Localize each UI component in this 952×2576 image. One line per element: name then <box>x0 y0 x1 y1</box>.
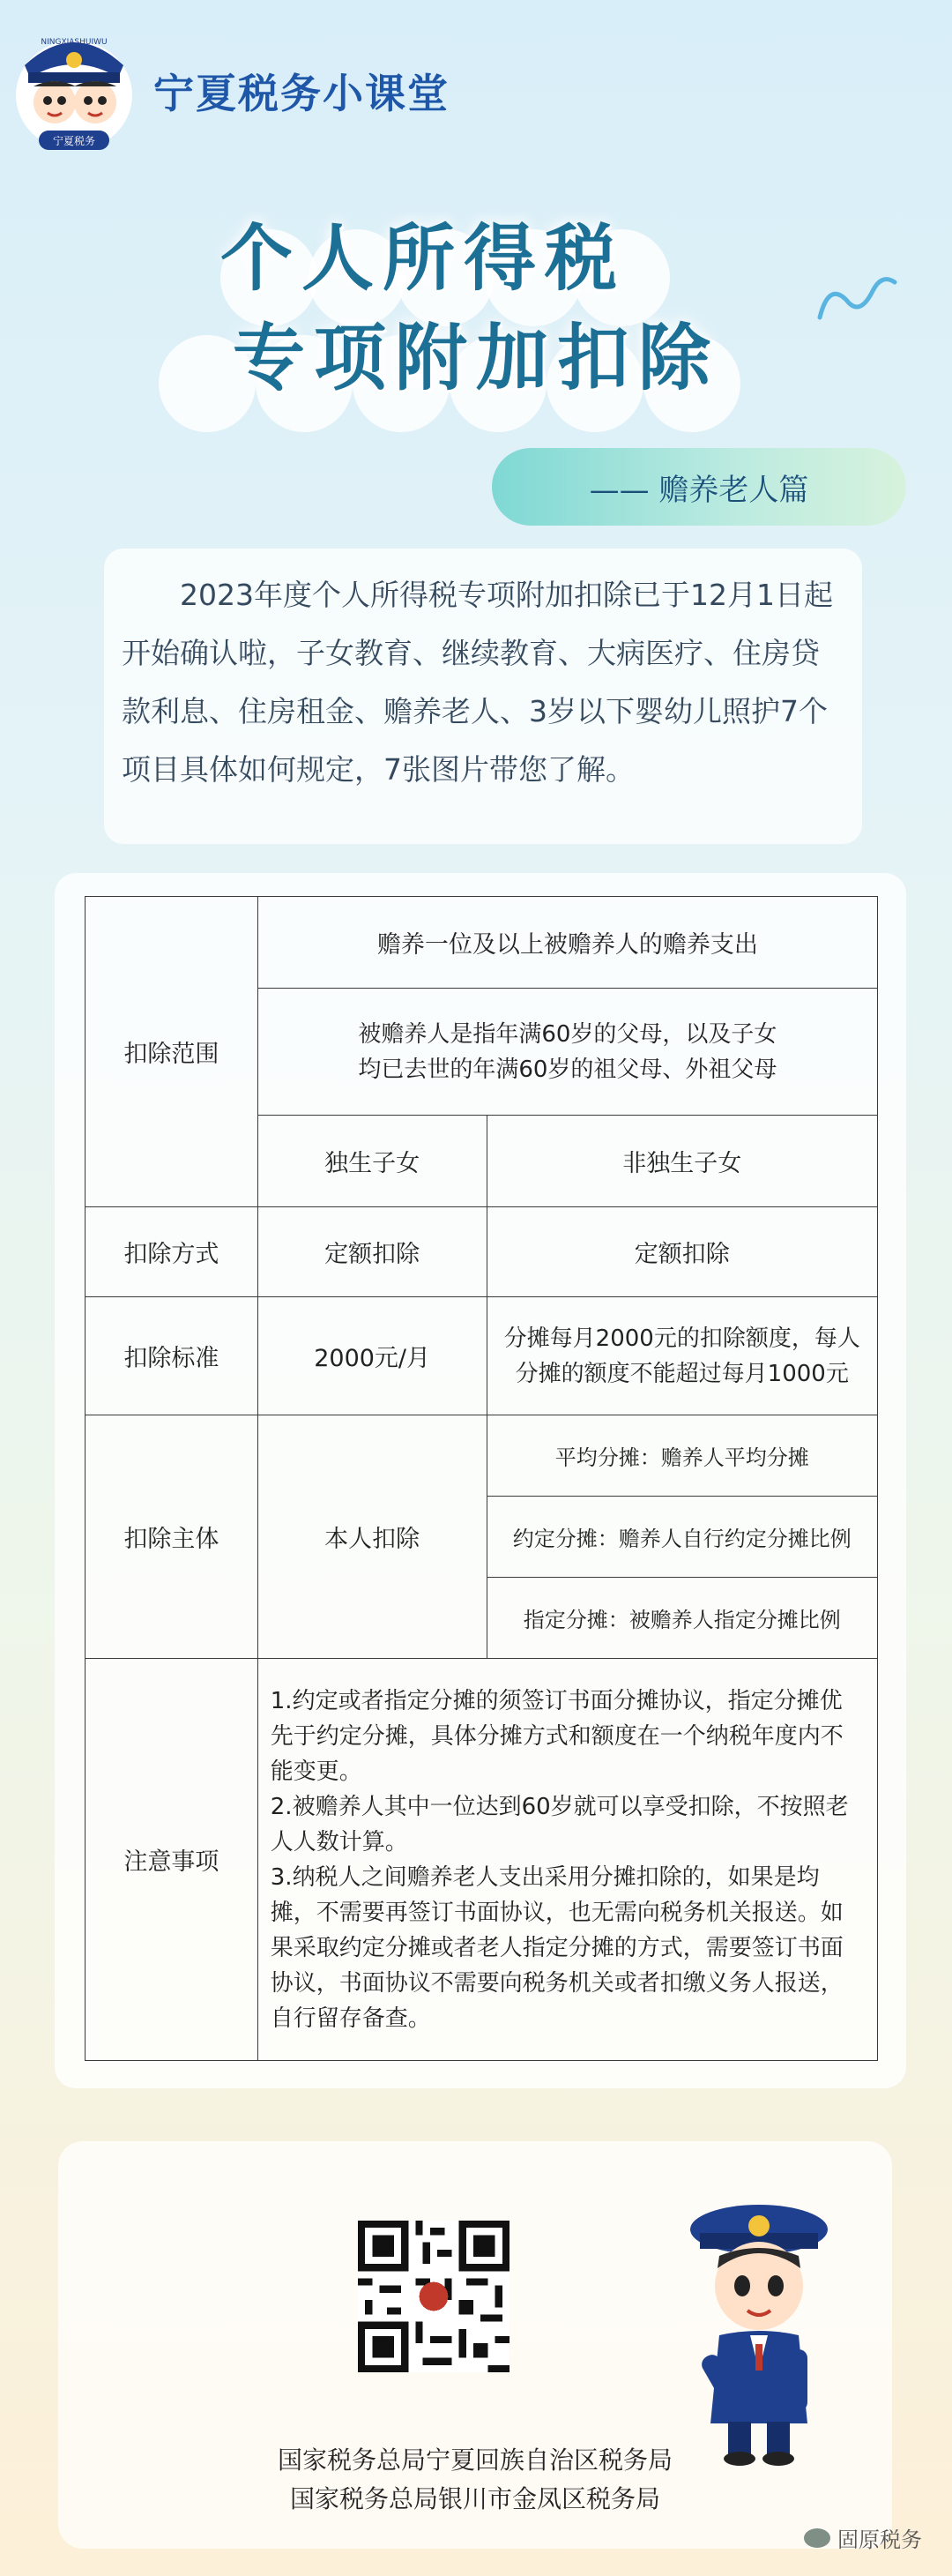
tax-mascot-badge-icon <box>12 25 136 157</box>
qr-code-icon[interactable] <box>358 2221 509 2372</box>
note-item: 1.约定或者指定分摊的须签订书面分摊协议，指定分摊优先于约定分摊，具体分摊方式和额度在一个纳税年度内不能变更。 <box>270 1687 844 1785</box>
svg-text:NINGXIASHUIWU: NINGXIASHUIWU <box>41 38 108 47</box>
subject-only: 本人扣除 <box>257 1415 487 1659</box>
svg-text:宁夏税务: 宁夏税务 <box>52 135 96 147</box>
notes-cell <box>257 1659 877 2061</box>
note-item: 2.被赡养人其中一位达到60岁就可以享受扣除，不按照老人人数计算。 <box>270 1793 849 1855</box>
intro-text: 2023年度个人所得税专项附加扣除已于12月1日起开始确认啦，子女教育、继续教育、大病医疗、住房贷款利息、住房租金、赡养老人、3岁以下婴幼儿照护7个项目具体如何规定，7张图片带您了解。 <box>122 578 833 787</box>
subtitle-pill: —— 赡养老人篇 <box>492 448 906 526</box>
standard-label: 扣除标准 <box>86 1297 258 1415</box>
notes-label: 注意事项 <box>86 1659 258 2061</box>
watermark <box>804 2522 922 2553</box>
method-label: 扣除方式 <box>86 1207 258 1297</box>
deduction-table-card <box>55 873 906 2088</box>
title-line-1: 个人所得税 <box>220 216 627 301</box>
subject-option-3: 指定分摊：被赡养人指定分摊比例 <box>487 1578 878 1659</box>
subject-label: 扣除主体 <box>86 1415 258 1659</box>
org-name-1: 国家税务总局宁夏回族自治区税务局 <box>277 2445 673 2475</box>
watermark-text: 固原税务 <box>837 2527 922 2552</box>
header <box>12 25 450 157</box>
method-only: 定额扣除 <box>257 1207 487 1297</box>
wechat-icon <box>804 2528 830 2548</box>
note-item: 3.纳税人之间赡养老人支出采用分摊扣除的，如果是均摊，不需要再签订书面协议，也无需向税务机关报送。如果采取约定分摊或者老人指定分摊的方式，需要签订书面协议，书面协议不需要向税务机关或者扣缴义务人报送，自行留存备查。 <box>270 1863 844 2032</box>
footer-card <box>58 2141 892 2549</box>
col-only-child: 独生子女 <box>257 1116 487 1207</box>
scope-row-1: 赡养一位及以上被赡养人的赡养支出 <box>257 897 877 989</box>
method-not-only: 定额扣除 <box>487 1207 878 1297</box>
subject-option-2: 约定分摊：赡养人自行约定分摊比例 <box>487 1497 878 1578</box>
squiggle-decoration-icon <box>811 265 899 339</box>
org-name-2: 国家税务总局银川市金凤区税务局 <box>289 2484 660 2513</box>
deduction-table <box>85 896 878 2061</box>
col-not-only-child: 非独生子女 <box>487 1116 878 1207</box>
scope-row-2: 被赡养人是指年满60岁的父母，以及子女 均已去世的年满60岁的祖父母、外祖父母 <box>257 989 877 1116</box>
page-title <box>0 212 952 405</box>
scope-label: 扣除范围 <box>86 897 258 1207</box>
tax-officer-mascot-icon <box>675 2194 843 2468</box>
intro-box <box>104 549 862 844</box>
standard-not-only: 分摊每月2000元的扣除额度，每人 分摊的额度不能超过每月1000元 <box>487 1297 878 1415</box>
title-line-2: 专项附加扣除 <box>232 315 719 400</box>
brand-title: 宁夏税务小课堂 <box>153 70 450 117</box>
subject-option-1: 平均分摊：赡养人平均分摊 <box>487 1415 878 1497</box>
standard-only: 2000元/月 <box>257 1297 487 1415</box>
